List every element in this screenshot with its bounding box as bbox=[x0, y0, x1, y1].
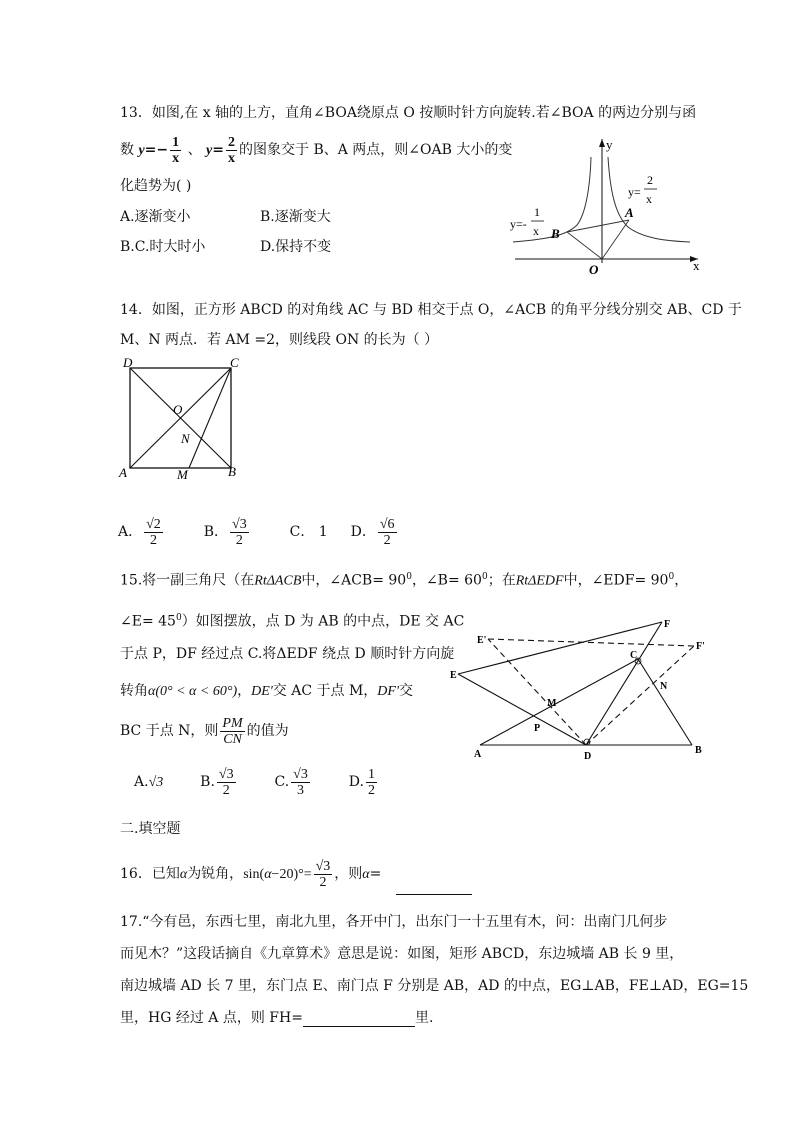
q16-den: 2 bbox=[319, 874, 327, 890]
q13-option-a: A.逐渐变小 bbox=[120, 209, 191, 225]
q15-line4-b: ， bbox=[237, 683, 252, 699]
q15-option-d-fraction bbox=[366, 767, 377, 798]
q17-line3: 南边城墙 AD 长 7 里，东门点 E、南门点 F 分别是 AB，AD 的中点，EG⊥AB，FE⊥AD，EG=15 bbox=[120, 978, 749, 994]
q15-line4-de: DE' bbox=[251, 684, 273, 699]
q15-line1-f: ， bbox=[674, 572, 689, 589]
q13-figure bbox=[505, 135, 705, 275]
q16-sin-rest: −20)°= bbox=[271, 867, 312, 882]
q14-label-m: M bbox=[177, 467, 188, 482]
q15-option-a-label: A. bbox=[134, 774, 149, 790]
q13-func2-eq: = bbox=[212, 142, 224, 158]
q14-options bbox=[118, 512, 399, 552]
q13-sep: 、 bbox=[187, 142, 202, 158]
q16-num: √3 bbox=[315, 858, 331, 874]
q13-option-c: B.C.时大时小 bbox=[120, 239, 206, 255]
q14-label-c: C bbox=[230, 355, 239, 370]
q15-line1-a: 15.将一副三角尺（在 bbox=[120, 572, 255, 589]
q15-tri1: RtΔACB bbox=[254, 573, 302, 589]
q15-option-b-label: B. bbox=[200, 774, 215, 790]
q15-line5 bbox=[120, 712, 289, 750]
q15-label-f: F bbox=[664, 619, 671, 630]
q15-line5-b: 的值为 bbox=[246, 723, 289, 739]
q14-option-a-fraction bbox=[144, 517, 163, 548]
q16-post-eq: = bbox=[369, 866, 382, 882]
q15-option-b-den: 2 bbox=[222, 782, 230, 798]
q13-line3: 化趋势为( ) bbox=[120, 178, 192, 194]
q15-line1-e: 中，∠EDF= 90 bbox=[563, 572, 669, 589]
q13-option-d: D.保持不变 bbox=[260, 239, 332, 255]
q14-option-a-label: A． bbox=[118, 524, 143, 540]
q17-line4 bbox=[120, 1009, 433, 1027]
q13-line1: 13．如图,在 x 轴的上方，直角∠BOA绕原点 O 按顺时针方向旋转.若∠BOA 的两边分别与函 bbox=[120, 105, 697, 121]
q13-func1-y: y bbox=[138, 143, 145, 158]
q13-line2-post: 的图象交于 B、A 两点，则∠OAB 大小的变 bbox=[239, 142, 513, 158]
q13-segment-ob bbox=[567, 232, 602, 259]
q14-label-b: B bbox=[228, 464, 236, 479]
q16-pre: 16．已知 bbox=[120, 866, 180, 882]
q13-func1-num: 1 bbox=[172, 134, 180, 150]
q15-line5-a: BC 于点 N，则 bbox=[120, 723, 219, 739]
q15-label-e: E bbox=[450, 670, 457, 681]
q14-option-a-num: √2 bbox=[146, 516, 161, 532]
q13-label-y: y bbox=[606, 137, 613, 152]
q16-sin-alpha: α bbox=[264, 867, 272, 882]
q13-label-left-num: 1 bbox=[534, 205, 540, 219]
q15-line1 bbox=[120, 568, 688, 591]
q15-line2-b: ）如图摆放，点 D 为 AB 的中点，DE 交 AC bbox=[181, 613, 465, 630]
q15-label-e-prime: E' bbox=[477, 635, 487, 646]
q16-post: ，则 bbox=[334, 866, 363, 882]
q14-label-d: D bbox=[123, 355, 133, 370]
q16-fraction bbox=[314, 859, 333, 890]
q15-tri2: RtΔEDF bbox=[515, 573, 564, 589]
q15-line4-alpha: α(0° < α < 60°) bbox=[148, 684, 238, 699]
q15-label-b: B bbox=[695, 745, 702, 756]
q15-option-b-num: √3 bbox=[218, 766, 234, 782]
q13-segment-oa bbox=[602, 220, 629, 259]
q17-line4-pre: 里，HG 经过 A 点，则 FH= bbox=[120, 1010, 303, 1026]
q15-line2-a: ∠E= 45 bbox=[120, 613, 176, 630]
q16-post-alpha: α bbox=[362, 867, 370, 882]
q13-func2-y: y bbox=[206, 143, 213, 158]
q13-func2-fraction bbox=[226, 135, 237, 166]
q14-option-b-label: B． bbox=[203, 524, 229, 540]
q15-deg4: 0 bbox=[175, 613, 182, 623]
q15-line5-den: CN bbox=[223, 731, 242, 747]
q13-label-b: B bbox=[551, 226, 560, 241]
q14-option-c: C． 1 bbox=[289, 524, 328, 540]
q16-mid: 为锐角， bbox=[187, 866, 244, 882]
q14-line1: 14．如图，正方形 ABCD 的对角线 AC 与 BD 相交于点 O，∠ACB 的角平分线分别交 AB、CD 于 bbox=[120, 302, 742, 318]
q15-label-c: C bbox=[630, 650, 638, 661]
q15-label-f-prime: F' bbox=[696, 641, 705, 652]
q15-label-a: A bbox=[474, 749, 482, 760]
q15-option-c-fraction bbox=[291, 767, 310, 798]
q15-line2 bbox=[120, 609, 464, 631]
q13-label-right-pre: y= bbox=[628, 185, 641, 199]
q14-label-a: A bbox=[119, 465, 127, 480]
q15-option-c-den: 3 bbox=[297, 782, 305, 798]
q14-option-b-fraction bbox=[230, 517, 249, 548]
q15-deg1: 0 bbox=[406, 572, 412, 582]
q15-line1-b: 中，∠ACB= 90 bbox=[301, 572, 407, 589]
q14-label-o: O bbox=[173, 402, 183, 417]
q15-options bbox=[134, 762, 379, 802]
q14-option-d-fraction bbox=[378, 517, 397, 548]
q15-figure bbox=[450, 615, 705, 762]
q13-label-a: A bbox=[625, 205, 634, 220]
q15-line3: 于点 P，DF 经过点 C.将ΔEDF 绕点 D 顺时针方向旋 bbox=[120, 646, 455, 662]
q15-option-d-num: 1 bbox=[367, 766, 375, 782]
q13-line2 bbox=[120, 132, 512, 168]
q16-answer-blank[interactable] bbox=[396, 870, 472, 895]
q13-label-right-den: x bbox=[646, 192, 652, 206]
q15-seg-df bbox=[586, 622, 662, 745]
q15-option-b-fraction bbox=[217, 767, 236, 798]
q14-option-d-num: √6 bbox=[379, 516, 395, 532]
q15-line1-c: ，∠B= 60 bbox=[411, 572, 482, 589]
q17-answer-blank[interactable] bbox=[303, 1010, 415, 1027]
q13-y-arrow bbox=[599, 139, 605, 147]
q15-label-n: N bbox=[660, 681, 668, 692]
q15-line1-d: ；在 bbox=[487, 572, 516, 589]
q15-seg-df' bbox=[586, 646, 694, 745]
q17-line2: 而见木？”这段话摘自《九章算术》意思是说：如图，矩形 ABCD，东边城墙 AB 长 9 里， bbox=[120, 946, 684, 962]
q15-option-c-label: C. bbox=[274, 774, 290, 790]
q16-sin: sin( bbox=[243, 867, 265, 882]
q15-seg-ef bbox=[458, 622, 662, 674]
q16-alpha: α bbox=[179, 867, 188, 882]
q13-label-right-num: 2 bbox=[647, 173, 653, 187]
q15-line4-d: 交 bbox=[398, 683, 413, 699]
q15-option-a-value: √3 bbox=[148, 775, 164, 790]
q14-option-b-den: 2 bbox=[235, 532, 243, 548]
q15-line5-fraction bbox=[220, 716, 244, 747]
q13-func1-eq: =− bbox=[144, 142, 169, 158]
q14-figure bbox=[117, 355, 252, 480]
q13-func1-den: x bbox=[172, 150, 180, 166]
q13-option-b: B.逐渐变大 bbox=[260, 209, 331, 225]
q17-line1: 17.“今有邑，东西七里，南北九里，各开中门，出东门一十五里有木，问：出南门几何步 bbox=[120, 914, 668, 930]
q15-line4-a: 转角 bbox=[120, 683, 148, 699]
q14-option-b-num: √3 bbox=[232, 516, 247, 532]
q13-label-o: O bbox=[589, 262, 599, 277]
q14-option-d-label: D． bbox=[350, 524, 376, 540]
q15-option-c-num: √3 bbox=[293, 766, 308, 782]
q13-line2-pre: 数 bbox=[120, 142, 134, 158]
q13-label-x: x bbox=[693, 258, 700, 273]
q13-func2-den: x bbox=[228, 150, 235, 166]
q15-line4 bbox=[120, 682, 413, 701]
section-fill-in: 二.填空题 bbox=[120, 821, 181, 837]
q15-option-d-den: 2 bbox=[367, 782, 375, 798]
q16-line bbox=[120, 854, 472, 894]
q14-option-d-den: 2 bbox=[383, 532, 391, 548]
q13-label-left-pre: y=- bbox=[510, 217, 527, 231]
q13-label-left-den: x bbox=[533, 224, 539, 238]
q13-func1-fraction bbox=[170, 135, 181, 166]
q15-line4-df: DF' bbox=[377, 684, 399, 699]
q15-seg-ac bbox=[480, 659, 638, 745]
q15-line5-num: PM bbox=[222, 715, 243, 731]
q15-label-m: M bbox=[547, 698, 557, 709]
q14-option-a-den: 2 bbox=[149, 532, 157, 548]
q13-func2-num: 2 bbox=[228, 134, 235, 150]
q14-line2: M、N 两点．若 AM =2，则线段 ON 的长为（ ） bbox=[120, 332, 439, 348]
q15-label-d: D bbox=[584, 751, 592, 762]
q15-label-p: P bbox=[534, 723, 541, 734]
q15-deg3: 0 bbox=[668, 572, 675, 582]
q14-label-n: N bbox=[181, 431, 190, 446]
q15-deg2: 0 bbox=[481, 572, 488, 582]
q17-line4-post: 里. bbox=[414, 1010, 434, 1026]
q15-option-d-label: D. bbox=[348, 774, 364, 790]
q15-seg-ed bbox=[458, 674, 586, 745]
q15-line4-c: 交 AC 于点 M， bbox=[272, 683, 378, 699]
q15-seg-cb bbox=[638, 659, 692, 745]
q14-bisector-cm bbox=[189, 368, 231, 468]
